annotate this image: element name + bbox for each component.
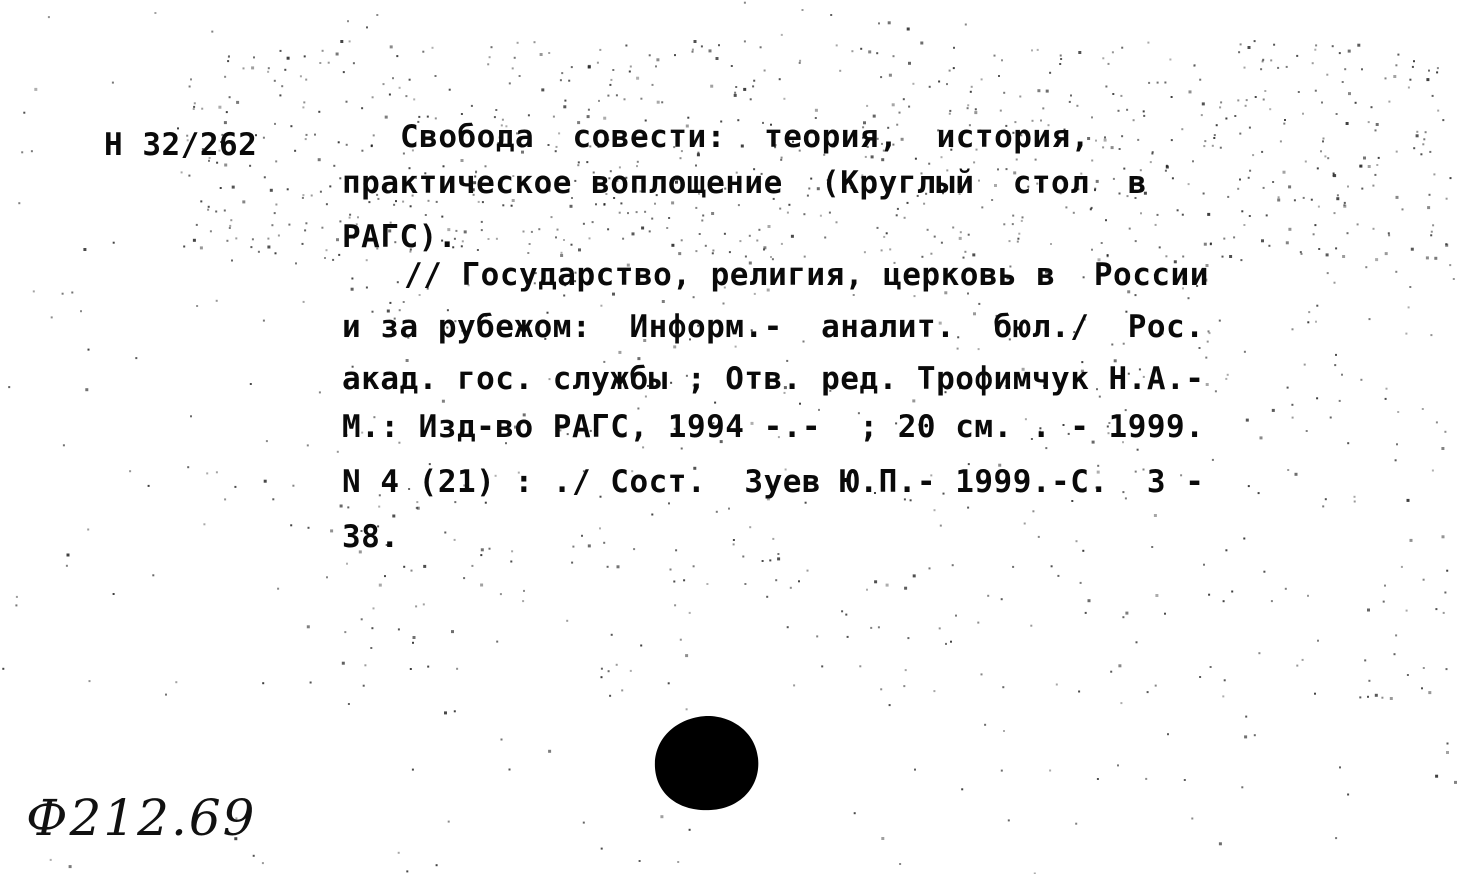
card-text-line-9: 38. bbox=[342, 519, 400, 555]
shelfmark: Н 32/262 bbox=[104, 127, 258, 163]
card-text-line-2: практическое воплощение (Круглый стол в bbox=[342, 165, 1147, 201]
card-text-line-5: и за рубежом: Информ.- аналит. бюл./ Рос. bbox=[342, 309, 1205, 345]
punch-hole bbox=[651, 712, 761, 812]
card-text-line-8: N 4 (21) : ./ Сост. Зуев Ю.П.- 1999.-С. 3 - bbox=[342, 464, 1205, 500]
card-text-line-6: акад. гос. службы ; Отв. ред. Трофимчук Н.А.- bbox=[342, 361, 1205, 397]
card-text-line-1: Свобода совести: теория, история, bbox=[400, 119, 1090, 155]
card-text-line-4: // Государство, религия, церковь в России bbox=[404, 257, 1209, 293]
card-text-line-7: М.: Изд-во РАГС, 1994 -.- ; 20 см. . - 1999. bbox=[342, 409, 1205, 445]
handwritten-classification-code: Ф212.69 bbox=[26, 789, 257, 847]
card-text-line-3: РАГС). bbox=[342, 219, 457, 255]
